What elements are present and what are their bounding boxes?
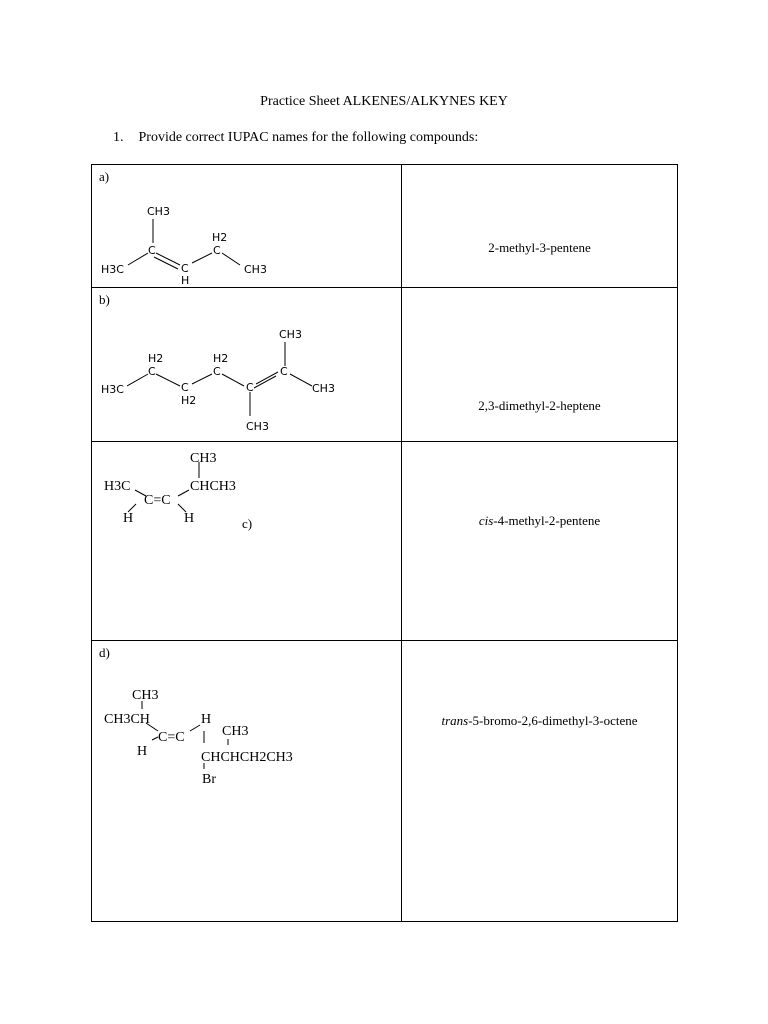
struct-b-text-1: H2	[148, 352, 164, 365]
structure-c	[92, 442, 401, 641]
struct-b-text-6: C	[181, 381, 189, 394]
struct-d-text-1: CH3CH	[104, 712, 150, 727]
structure-a	[92, 165, 401, 288]
question-1	[113, 130, 478, 146]
structure-cell-d	[92, 641, 402, 922]
struct-a-text-3: C	[213, 244, 221, 257]
compounds-table	[91, 164, 678, 922]
struct-c-text-5: H	[184, 511, 195, 526]
struct-a-text-0: CH3	[147, 205, 170, 218]
struct-d-text-6: CHCHCH2CH3	[201, 750, 293, 765]
structure-cell-a	[92, 165, 402, 288]
struct-c-text-0: CH3	[190, 451, 217, 466]
answer-d-text: -5-bromo-2,6-dimethyl-3-octene	[468, 713, 638, 728]
page-title: Practice Sheet ALKENES/ALKYNES KEY	[260, 94, 508, 109]
answer-b	[402, 398, 677, 414]
struct-b-text-5: H3C	[101, 383, 124, 396]
struct-a-text-6: H	[181, 274, 190, 287]
answer-d-prefix: trans	[441, 713, 469, 728]
answer-c-prefix: cis	[478, 513, 494, 528]
answer-cell-d	[402, 641, 678, 922]
struct-b-text-8: C	[280, 365, 288, 378]
struct-d-text-2: H	[201, 712, 212, 727]
question-number: 1.	[113, 130, 124, 145]
struct-a-text-2: C	[148, 244, 156, 257]
answer-cell-c	[402, 442, 678, 641]
row-label-d: d)	[99, 645, 110, 660]
struct-a-text-5: CH3	[244, 263, 267, 276]
question-text: Provide correct IUPAC names for the following compounds:	[138, 130, 479, 145]
row-label-b: b)	[99, 292, 110, 307]
answer-cell-b	[402, 288, 678, 442]
structure-b	[92, 288, 401, 442]
struct-d-text-3: CH3	[222, 724, 249, 739]
struct-c-text-3: C=C	[144, 493, 171, 508]
row-label-a: a)	[99, 169, 110, 184]
answer-a-text: 2-methyl-3-pentene	[488, 240, 591, 255]
struct-d-text-4: C=C	[158, 730, 185, 745]
answer-b-text: 2,3-dimethyl-2-heptene	[478, 398, 601, 413]
struct-c-text-1: H3C	[104, 479, 131, 494]
structure-d	[92, 641, 401, 922]
struct-b-text-9: CH3	[312, 382, 335, 395]
answer-cell-a	[402, 165, 678, 288]
row-label-c: c)	[242, 516, 253, 531]
structure-cell-b	[92, 288, 402, 442]
struct-d-text-7: Br	[202, 772, 216, 787]
table-row-b	[92, 288, 678, 442]
struct-b-text-3: C	[148, 365, 156, 378]
struct-b-text-4: C	[213, 365, 221, 378]
struct-d-text-0: CH3	[132, 688, 159, 703]
struct-a-text-7: C	[181, 262, 189, 275]
struct-b-text-10: H2	[181, 394, 197, 407]
answer-c	[402, 513, 677, 529]
struct-a-text-4: H3C	[101, 263, 124, 276]
table-row-d	[92, 641, 678, 922]
answer-c-text: -4-methyl-2-pentene	[493, 513, 601, 528]
answer-a	[402, 240, 677, 256]
struct-b-text-2: H2	[213, 352, 229, 365]
struct-d-text-5: H	[137, 744, 148, 759]
struct-b-text-11: CH3	[246, 420, 269, 433]
answer-d	[402, 713, 677, 729]
struct-c-text-2: CHCH3	[190, 479, 236, 494]
table-row-c	[92, 442, 678, 641]
struct-b-text-7: C	[246, 381, 254, 394]
struct-c-text-4: H	[123, 511, 134, 526]
structure-cell-c	[92, 442, 402, 641]
table-row-a	[92, 165, 678, 288]
struct-b-text-0: CH3	[279, 328, 302, 341]
struct-a-text-1: H2	[212, 231, 228, 244]
